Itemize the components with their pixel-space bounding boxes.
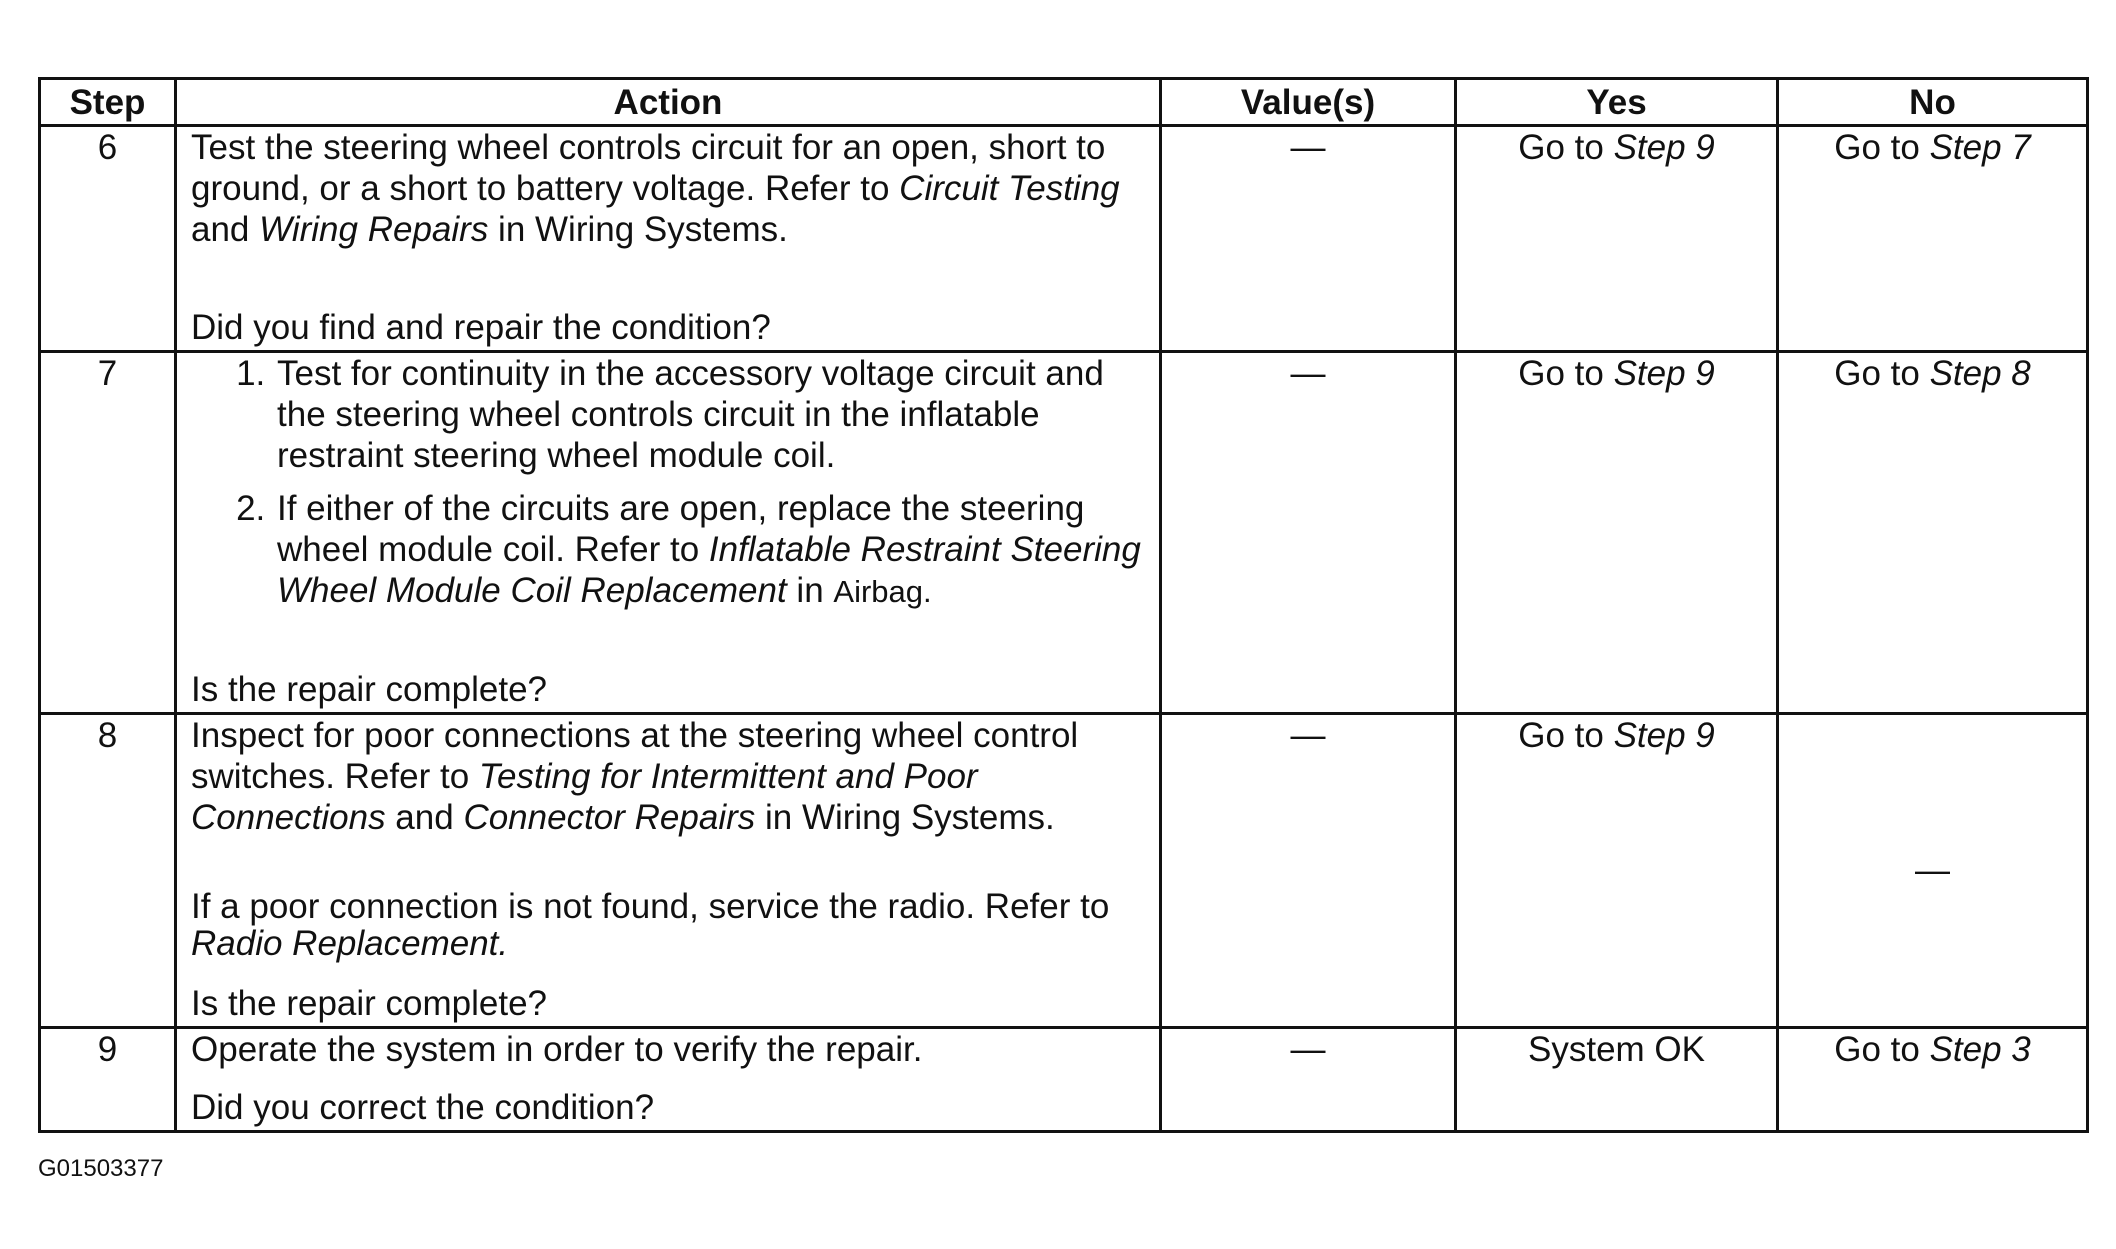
text-run: Go to [1518,354,1614,393]
step-reference: Step 8 [1929,354,2031,393]
step-reference: Step 9 [1613,128,1715,167]
step-number: 7 [40,352,176,714]
header-no: No [1778,79,2088,126]
step-reference: Step 9 [1613,354,1715,393]
action-text [191,715,1145,838]
values-cell: — [1161,1028,1456,1132]
text-run: Inspect for poor connections at the steering wheel control switches. Refer to [191,716,1079,796]
action-cell [176,352,1161,714]
step-number: 9 [40,1028,176,1132]
reference-link-text: Testing for Intermittent and Poor Connections [191,757,978,837]
list-item: 1. Test for continuity in the accessory voltage circuit and the steering wheel controls circuit in the inflatable restraint steering wheel module coil. [275,353,1145,476]
text-run: Go to [1518,716,1614,755]
text-run: in Wiring Systems. [755,798,1055,837]
yes-cell [1456,714,1778,1028]
action-text [191,127,1145,250]
reference-link-text: Wiring Repairs [259,210,489,249]
action-cell [176,126,1161,352]
text-run: Go to [1518,128,1614,167]
reference-link-text: Connector Repairs [463,798,756,837]
diagnostic-table [38,77,2089,1133]
yes-cell [1456,352,1778,714]
text-run: Airbag. [833,574,932,609]
text-run: Go to [1834,1030,1930,1069]
no-cell [1778,1028,2088,1132]
action-cell [176,1028,1161,1132]
text-run: and [385,798,464,837]
table-row [40,352,2088,714]
values-cell: — [1161,126,1456,352]
action-question: Is the repair complete? [191,984,548,1023]
text-run: Go to [1834,128,1930,167]
table-row [40,714,2088,1028]
step-reference: Step 3 [1929,1030,2031,1069]
action-text [191,888,1145,962]
action-cell [176,714,1161,1028]
text-run: If either of the circuits are open, replace the steering wheel module coil. Refer to [277,489,1085,569]
text-run: Test the steering wheel controls circuit for an open, short to ground, or a short to battery voltage. Refer to [191,128,1106,208]
values-cell: — [1161,714,1456,1028]
text-run: in [786,571,834,610]
step-reference: Step 7 [1929,128,2031,167]
text-run: Go to [1834,354,1930,393]
header-step: Step [40,79,176,126]
action-question: Is the repair complete? [191,670,548,709]
figure-id: G01503377 [38,1155,164,1182]
reference-link-text: Circuit Testing [899,169,1120,208]
text-run: in Wiring Systems. [488,210,788,249]
text-run: and [191,210,260,249]
no-cell [1778,126,2088,352]
action-list [191,353,1145,612]
reference-link-text: Radio Replacement. [191,924,509,963]
no-cell [1778,352,2088,714]
table-row [40,126,2088,352]
table-row [40,1028,2088,1132]
header-values: Value(s) [1161,79,1456,126]
header-row [40,79,2088,126]
values-cell: — [1161,352,1456,714]
no-cell: — [1778,714,2088,1028]
yes-cell [1456,126,1778,352]
text-run: If a poor connection is not found, service the radio. Refer to [191,887,1110,926]
step-number: 6 [40,126,176,352]
reference-link-text: Inflatable Restraint Steering Wheel Module Coil Replacement [277,530,1141,610]
step-number: 8 [40,714,176,1028]
list-item [275,488,1145,612]
action-text: Operate the system in order to verify the repair. [191,1030,923,1069]
action-question: Did you find and repair the condition? [191,308,771,347]
yes-cell: System OK [1456,1028,1778,1132]
action-question: Did you correct the condition? [191,1088,655,1127]
header-yes: Yes [1456,79,1778,126]
header-action: Action [176,79,1161,126]
step-reference: Step 9 [1613,716,1715,755]
